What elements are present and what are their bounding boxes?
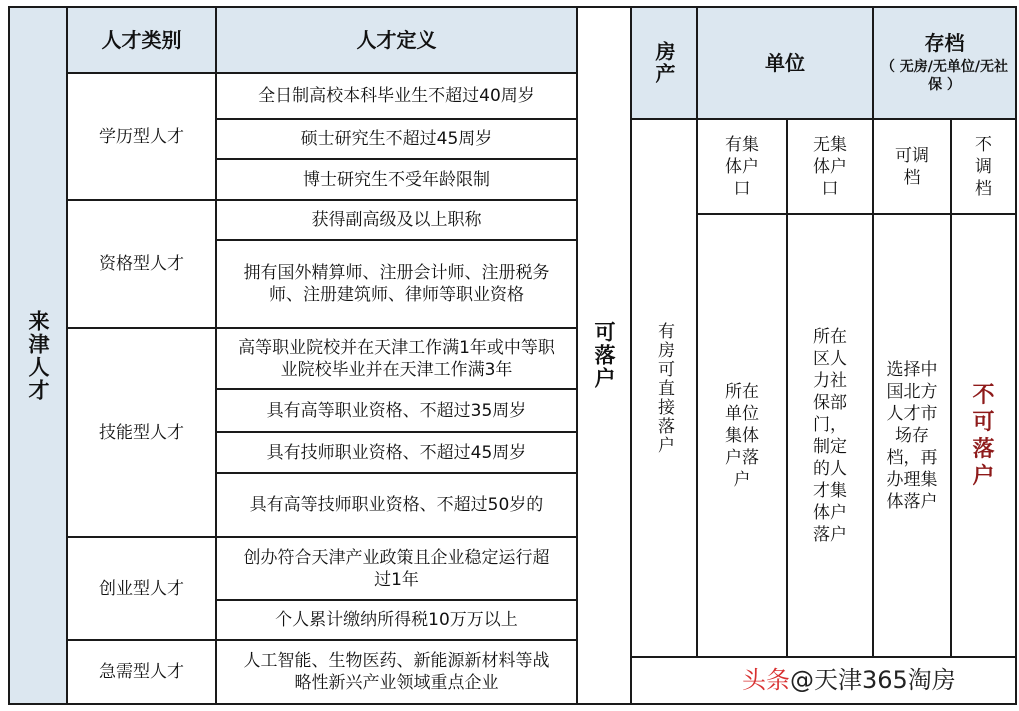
definition-text: 创办符合天津产业政策且企业稳定运行超过1年 xyxy=(243,547,550,590)
definition-text: 硕士研究生不超过45周岁 xyxy=(300,129,493,149)
category-cell xyxy=(66,536,217,641)
house-header-label: 房产 xyxy=(652,41,676,85)
category-label: 创业型人才 xyxy=(99,578,184,599)
unit-without-body: 所在区人力社保部门，制定的人才集体户落户 xyxy=(813,326,847,545)
definition-cell xyxy=(215,118,578,160)
subheader-with-collective xyxy=(696,118,788,215)
house-body-cell xyxy=(630,118,698,658)
definition-text: 具有技师职业资格、不超过45周岁 xyxy=(266,442,527,463)
definition-cell xyxy=(215,72,578,120)
definition-cell xyxy=(215,239,578,329)
definition-text: 博士研究生不受年龄限制 xyxy=(303,169,490,190)
house-body: 有房可直接落户 xyxy=(654,321,674,455)
archive-can-body: 选择中国北方人才市场存档，再办理集体落户 xyxy=(886,359,938,512)
category-cell xyxy=(66,327,217,538)
category-label: 技能型人才 xyxy=(99,422,184,443)
subheader-label: 可调档 xyxy=(895,145,929,188)
unit-with-body: 所在单位集体户落户 xyxy=(725,381,759,490)
subheader-label: 有集体户口 xyxy=(725,134,759,199)
subheader-archive-can xyxy=(872,118,952,215)
subheader-label: 不调档 xyxy=(975,134,992,199)
house-header xyxy=(630,6,698,120)
watermark-text: @天津365淘房 xyxy=(790,666,956,694)
definition-text: 全日制高校本科毕业生不超过40周岁 xyxy=(258,86,535,106)
subheader-label: 无集体户口 xyxy=(813,134,847,199)
unit-without-body-cell xyxy=(786,213,874,658)
category-cell xyxy=(66,639,217,705)
archive-header-label: 存档 xyxy=(924,31,965,55)
definition-cell xyxy=(215,639,578,705)
definition-text: 人工智能、生物医药、新能源新材料等战略性新兴产业领域重点企业 xyxy=(243,651,550,693)
definition-cell xyxy=(215,472,578,538)
definition-text: 获得副高级及以上职称 xyxy=(311,210,482,230)
settle-column xyxy=(576,6,632,705)
watermark-logo: 头条 xyxy=(742,666,790,694)
definition-cell xyxy=(215,431,578,474)
unit-with-body-cell xyxy=(696,213,788,658)
archive-cannot-body-cell xyxy=(950,213,1017,658)
side-label: 来津人才 xyxy=(26,309,50,402)
category-cell xyxy=(66,199,217,329)
definition-cell xyxy=(215,536,578,601)
definition-cell xyxy=(215,158,578,201)
subheader-without-collective xyxy=(786,118,874,215)
category-cell xyxy=(66,72,217,201)
definition-cell xyxy=(215,327,578,390)
definition-cell xyxy=(215,388,578,433)
category-label: 学历型人才 xyxy=(99,126,184,147)
definition-header-label: 人才定义 xyxy=(356,28,437,52)
definition-cell xyxy=(215,599,578,641)
category-header xyxy=(66,6,217,74)
category-header-label: 人才类别 xyxy=(101,28,182,52)
watermark xyxy=(742,660,956,695)
definition-text: 个人累计缴纳所得税10万万以上 xyxy=(275,610,518,630)
definition-text: 高等职业院校并在天津工作满1年或中等职业院校毕业并在天津工作满3年 xyxy=(238,337,555,380)
archive-note: （ 无房/无单位/无社保 ） xyxy=(880,59,1009,93)
subheader-archive-cannot xyxy=(950,118,1017,215)
unit-header xyxy=(696,6,874,120)
side-label-cell xyxy=(8,6,68,705)
category-label: 急需型人才 xyxy=(99,662,184,682)
definition-header xyxy=(215,6,578,74)
category-label: 资格型人才 xyxy=(99,254,184,274)
settle-label: 可落户 xyxy=(592,321,616,390)
unit-header-label: 单位 xyxy=(765,51,805,75)
definition-text: 具有高等技师职业资格、不超过50岁的 xyxy=(249,495,544,515)
definition-cell xyxy=(215,199,578,241)
archive-header xyxy=(872,6,1017,120)
definition-text: 拥有国外精算师、注册会计师、注册税务师、注册建筑师、律师等职业资格 xyxy=(243,263,550,305)
archive-can-body-cell xyxy=(872,213,952,658)
definition-text: 具有高等职业资格、不超过35周岁 xyxy=(266,400,527,421)
archive-cannot-body: 不可落户 xyxy=(972,382,995,489)
